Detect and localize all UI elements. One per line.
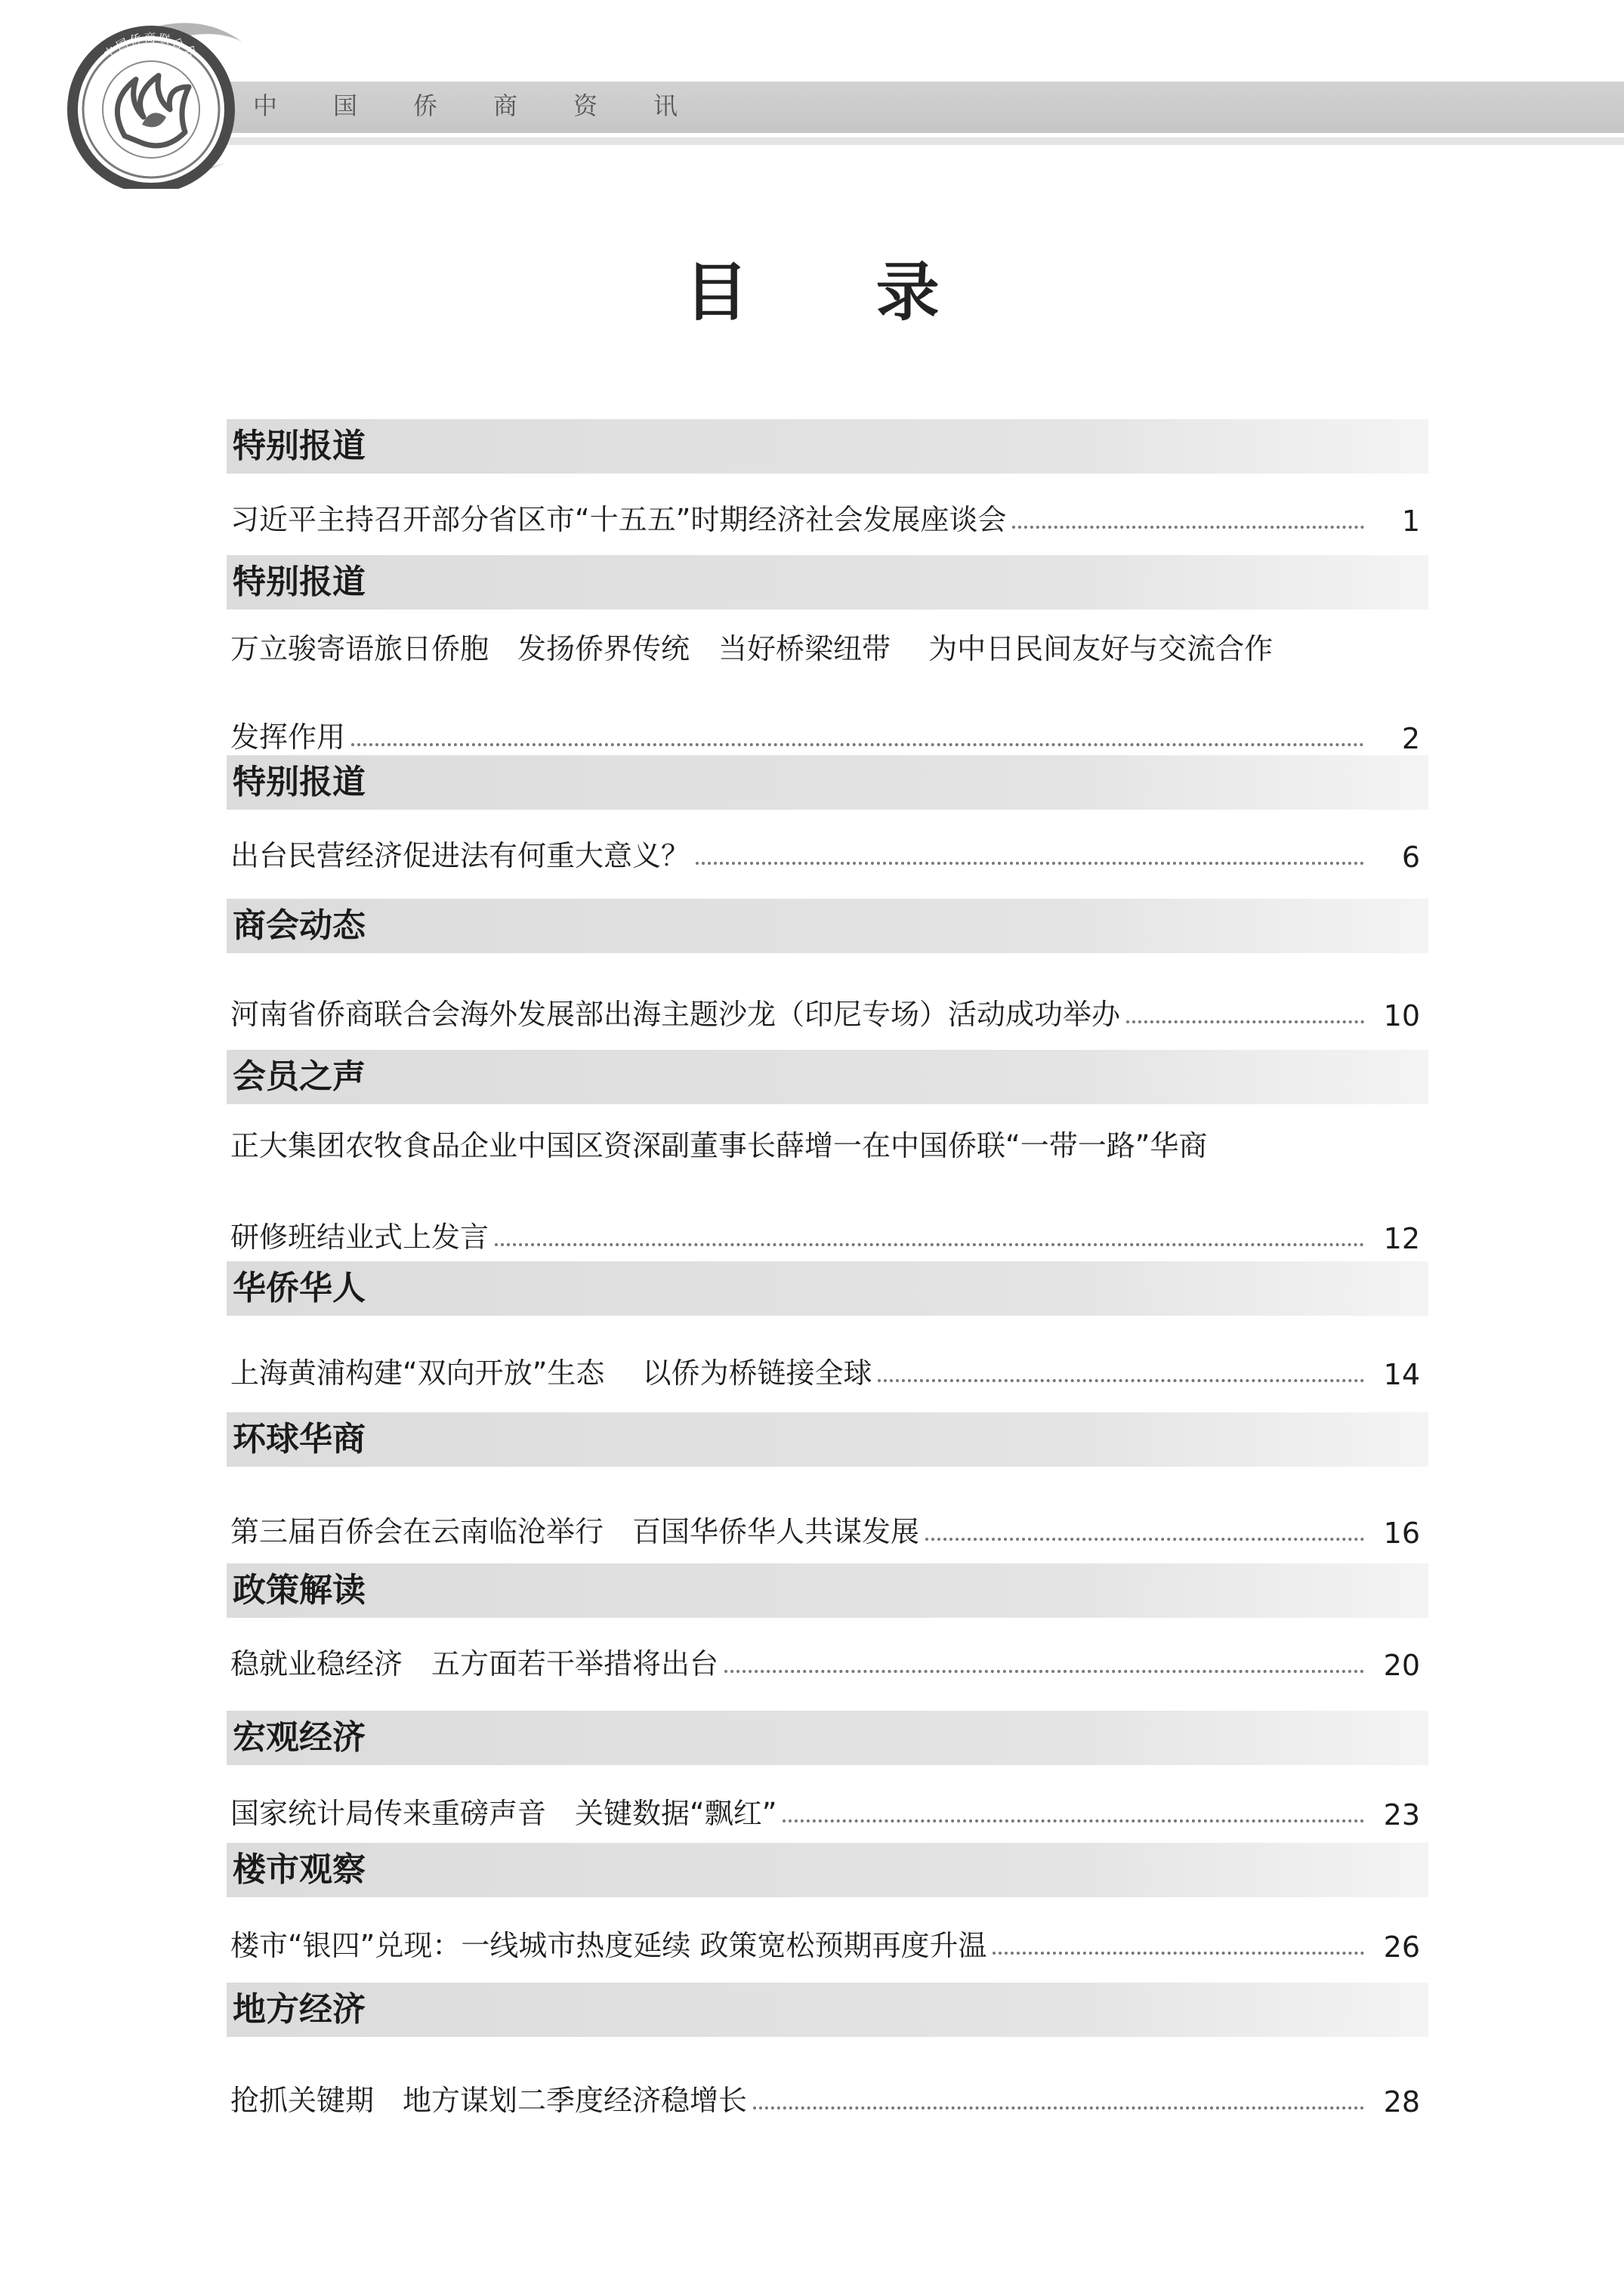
category-heading: 政策解读 xyxy=(227,1563,1428,1618)
entry-title: 研修班结业式上发言 xyxy=(230,1221,489,1254)
dot-leader xyxy=(696,862,1364,865)
toc-section xyxy=(223,1412,1431,1563)
toc-entry[interactable] xyxy=(223,474,1431,538)
entry-title: 上海黄浦构建“双向开放”生态 以侨为桥链接全球 xyxy=(230,1356,872,1390)
organization-logo xyxy=(53,11,249,189)
category-heading: 特别报道 xyxy=(227,755,1428,810)
category-heading: 特别报道 xyxy=(227,555,1428,610)
toc-section xyxy=(223,1563,1431,1711)
toc-entry[interactable] xyxy=(223,2037,1431,2119)
toc-entry[interactable] xyxy=(223,810,1431,874)
page-number: 28 xyxy=(1383,2085,1420,2119)
toc-entry[interactable] xyxy=(223,1618,1431,1682)
category-heading: 会员之声 xyxy=(227,1050,1428,1104)
entry-title: 抢抓关键期 地方谋划二季度经济稳增长 xyxy=(230,2084,748,2117)
entry-title: 出台民营经济促进法有何重大意义？ xyxy=(230,839,690,872)
toc-section xyxy=(223,1843,1431,1983)
entry-title-line1[interactable]: 万立骏寄语旅日侨胞 发扬侨界传统 当好桥梁纽带 为中日民间友好与交流合作 xyxy=(230,632,1274,665)
entry-title: 国家统计局传来重磅声音 关键数据“飘红” xyxy=(230,1797,777,1830)
entry-title: 第三届百侨会在云南临沧举行 百国华侨华人共谋发展 xyxy=(230,1515,920,1548)
toc-entry[interactable] xyxy=(223,1316,1431,1391)
page-number: 20 xyxy=(1383,1649,1420,1682)
entry-title: 河南省侨商联合会海外发展部出海主题沙龙（印尼专场）活动成功举办 xyxy=(230,998,1121,1031)
dot-leader xyxy=(495,1243,1364,1246)
page-number: 10 xyxy=(1383,999,1420,1032)
dot-leader xyxy=(925,1538,1364,1541)
toc-section xyxy=(223,755,1431,899)
toc-section xyxy=(223,899,1431,1050)
logo-text: 中国侨商联合会 xyxy=(101,31,201,61)
category-heading: 环球华商 xyxy=(227,1412,1428,1467)
table-of-contents xyxy=(223,419,1431,2134)
page-title: 目 录 xyxy=(684,255,993,329)
header-divider xyxy=(189,137,1624,145)
page-number: 16 xyxy=(1383,1517,1420,1550)
category-heading: 宏观经济 xyxy=(227,1711,1428,1765)
entry-title: 楼市“银四”兑现：一线城市热度延续 政策宽松预期再度升温 xyxy=(230,1929,987,1962)
entry-title-line1[interactable]: 正大集团农牧食品企业中国区资深副董事长薛增一在中国侨联“一带一路”华商 xyxy=(230,1129,1208,1162)
entry-title: 发挥作用 xyxy=(230,721,346,754)
toc-section xyxy=(223,555,1431,755)
dot-leader xyxy=(351,743,1364,746)
toc-entry[interactable] xyxy=(223,1897,1431,1964)
toc-section xyxy=(223,1983,1431,2134)
category-heading: 商会动态 xyxy=(227,899,1428,953)
toc-entry[interactable] xyxy=(223,1765,1431,1832)
dot-leader xyxy=(1126,1020,1364,1023)
page-number: 26 xyxy=(1383,1930,1420,1964)
page-number: 2 xyxy=(1401,722,1420,755)
dot-leader xyxy=(783,1819,1364,1822)
page-number: 6 xyxy=(1401,841,1420,874)
dot-leader xyxy=(753,2106,1364,2109)
toc-section xyxy=(223,1261,1431,1412)
toc-entry[interactable] xyxy=(223,1184,1431,1255)
toc-entry[interactable] xyxy=(223,953,1431,1032)
dot-leader xyxy=(878,1379,1364,1382)
page-number: 23 xyxy=(1383,1798,1420,1832)
toc-entry[interactable] xyxy=(223,1467,1431,1550)
page-number: 1 xyxy=(1401,505,1420,538)
page-number: 14 xyxy=(1383,1358,1420,1391)
category-heading: 地方经济 xyxy=(227,1983,1428,2037)
toc-section xyxy=(223,419,1431,555)
entry-title: 习近平主持召开部分省区市“十五五”时期经济社会发展座谈会 xyxy=(230,503,1007,536)
category-heading: 特别报道 xyxy=(227,419,1428,474)
toc-section xyxy=(223,1050,1431,1261)
entry-title: 稳就业稳经济 五方面若干举措将出台 xyxy=(230,1647,719,1680)
dot-leader xyxy=(993,1952,1364,1955)
category-heading: 华侨华人 xyxy=(227,1261,1428,1316)
page-number: 12 xyxy=(1383,1222,1420,1255)
category-heading: 楼市观察 xyxy=(227,1843,1428,1897)
header-banner-text: 中国侨商资讯 xyxy=(253,91,734,120)
dot-leader xyxy=(724,1670,1364,1673)
toc-entry[interactable] xyxy=(223,681,1431,755)
toc-section xyxy=(223,1711,1431,1843)
dot-leader xyxy=(1012,526,1364,529)
